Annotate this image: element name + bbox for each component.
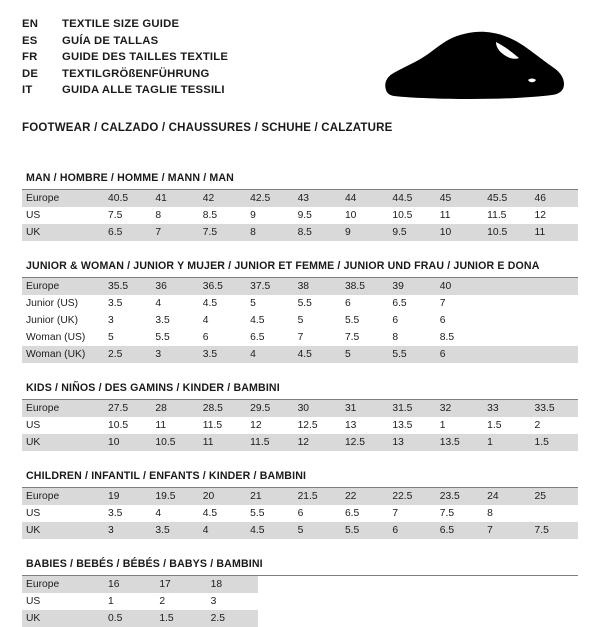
cell: 6 xyxy=(436,346,483,363)
cell: 4.5 xyxy=(294,346,341,363)
cell: 5.5 xyxy=(297,298,312,309)
dress-shoe-icon xyxy=(378,28,568,108)
table-row xyxy=(22,593,258,610)
cell xyxy=(531,278,578,295)
cell: 9 xyxy=(250,210,256,221)
cell: 11.5 xyxy=(487,210,507,221)
cell: 36 xyxy=(151,278,198,295)
cell: 7.5 xyxy=(199,224,246,241)
cell: 33.5 xyxy=(531,400,578,417)
cell: 11.5 xyxy=(202,420,223,431)
row-label: Europe xyxy=(22,488,104,505)
cell: 7 xyxy=(439,298,446,309)
cell: 5.5 xyxy=(341,522,388,539)
cell: 11 xyxy=(155,420,167,431)
language-code: IT xyxy=(22,84,33,97)
cell xyxy=(531,505,578,522)
cell: 12 xyxy=(250,420,262,431)
table-row xyxy=(22,522,578,539)
language-title: TEXTILE SIZE GUIDE xyxy=(62,18,180,30)
cell: 6.5 xyxy=(104,224,151,241)
cell: 42.5 xyxy=(246,190,293,207)
row-label: UK xyxy=(22,610,104,627)
cell: 2 xyxy=(534,420,541,431)
size-table-children xyxy=(22,488,578,539)
cell: 10 xyxy=(436,224,483,241)
cell: 27.5 xyxy=(104,400,151,417)
cell: 39 xyxy=(388,278,435,295)
cell: 6 xyxy=(439,315,446,326)
cell: 29.5 xyxy=(246,400,293,417)
cell: 4 xyxy=(199,522,246,539)
cell: 11.5 xyxy=(246,434,293,451)
cell: 8 xyxy=(392,332,399,343)
cell xyxy=(483,312,530,329)
cell: 12.5 xyxy=(297,420,318,431)
row-label: Europe xyxy=(22,190,104,207)
cell: 30 xyxy=(294,400,341,417)
row-label: US xyxy=(26,420,41,431)
cell: 4.5 xyxy=(246,522,293,539)
cell: 10.5 xyxy=(392,210,413,221)
language-row xyxy=(22,33,228,50)
cell: 8.5 xyxy=(202,210,218,221)
cell xyxy=(483,329,530,346)
language-row xyxy=(22,16,228,33)
cell: 21.5 xyxy=(294,488,341,505)
cell: 3 xyxy=(104,522,151,539)
table-row xyxy=(22,295,578,312)
cell: 11 xyxy=(531,224,578,241)
cell: 22 xyxy=(341,488,388,505)
cell: 6 xyxy=(297,508,304,519)
row-label: UK xyxy=(22,434,104,451)
cell: 5 xyxy=(294,522,341,539)
language-row xyxy=(22,82,228,99)
cell: 10.5 xyxy=(483,224,530,241)
row-label: Europe xyxy=(22,278,104,295)
cell: 13 xyxy=(344,420,357,431)
cell: 28.5 xyxy=(199,400,246,417)
cell: 31 xyxy=(341,400,388,417)
cell: 18 xyxy=(207,576,258,593)
cell: 3.5 xyxy=(151,522,198,539)
cell: 33 xyxy=(483,400,530,417)
table-row xyxy=(22,610,258,627)
row-label: Woman (UK) xyxy=(22,346,104,363)
cell: 5 xyxy=(108,332,114,343)
cell xyxy=(531,346,578,363)
cell: 1 xyxy=(483,434,530,451)
section-title: JUNIOR & WOMAN / JUNIOR Y MUJER / JUNIOR ET FEMME / JUNIOR UND FRAU / JUNIOR E DONA xyxy=(22,260,578,278)
page-subtitle: FOOTWEAR / CALZADO / CHAUSSURES / SCHUHE / CALZATURE xyxy=(22,122,393,134)
cell xyxy=(531,312,578,329)
table-row xyxy=(22,190,578,207)
table-row xyxy=(22,505,578,522)
cell: 8.5 xyxy=(439,332,455,343)
cell: 7.5 xyxy=(531,522,578,539)
cell: 38.5 xyxy=(341,278,388,295)
table-row xyxy=(22,329,578,346)
row-label: US xyxy=(26,508,41,519)
cell: 8 xyxy=(487,508,493,519)
cell: 12 xyxy=(294,434,341,451)
cell: 6 xyxy=(344,298,351,309)
section-title: CHILDREN / INFANTIL / ENFANTS / KINDER / BAMBINI xyxy=(22,470,578,488)
row-label: Europe xyxy=(22,400,104,417)
cell: 4 xyxy=(202,315,209,326)
cell: 5.5 xyxy=(250,508,265,519)
cell: 5 xyxy=(297,315,304,326)
cell: 3.5 xyxy=(199,346,246,363)
size-table-man xyxy=(22,190,578,241)
size-table-kids xyxy=(22,400,578,451)
cell: 44 xyxy=(341,190,388,207)
cell: 4 xyxy=(155,508,162,519)
cell xyxy=(531,295,578,312)
cell: 7.5 xyxy=(439,508,455,519)
cell: 21 xyxy=(246,488,293,505)
cell: 6 xyxy=(202,332,209,343)
cell: 7 xyxy=(483,522,530,539)
cell: 43 xyxy=(294,190,341,207)
section-junior-woman xyxy=(22,260,578,363)
cell: 45 xyxy=(436,190,483,207)
cell: 45.5 xyxy=(483,190,530,207)
cell: 11 xyxy=(439,210,451,221)
cell: 6.5 xyxy=(436,522,483,539)
table-row xyxy=(22,417,578,434)
language-row xyxy=(22,66,228,83)
cell: 8.5 xyxy=(294,224,341,241)
cell: 24 xyxy=(483,488,530,505)
language-code: EN xyxy=(22,18,39,30)
cell: 42 xyxy=(199,190,246,207)
cell: 9 xyxy=(341,224,388,241)
cell: 8 xyxy=(155,210,162,221)
row-label: US xyxy=(26,596,41,607)
row-label: Woman (US) xyxy=(26,332,86,343)
cell: 40.5 xyxy=(104,190,151,207)
cell: 10 xyxy=(104,434,151,451)
cell: 19 xyxy=(104,488,151,505)
cell: 7.5 xyxy=(344,332,360,343)
cell xyxy=(483,295,530,312)
cell: 13.5 xyxy=(436,434,483,451)
cell: 3.5 xyxy=(155,315,170,326)
cell: 38 xyxy=(294,278,341,295)
cell: 7 xyxy=(392,508,399,519)
cell: 17 xyxy=(155,576,206,593)
cell: 6 xyxy=(388,522,435,539)
cell: 31.5 xyxy=(388,400,435,417)
cell: 3.5 xyxy=(108,298,123,309)
section-title: KIDS / NIÑOS / DES GAMINS / KINDER / BAMBINI xyxy=(22,382,578,400)
cell: 12 xyxy=(534,210,546,221)
cell: 5 xyxy=(250,298,256,309)
cell: 1.5 xyxy=(155,610,206,627)
language-title: GUIDA ALLE TAGLIE TESSILI xyxy=(62,84,225,97)
language-title: TEXTILGRÖßENFÜHRUNG xyxy=(62,67,210,80)
row-label: Junior (US) xyxy=(26,298,79,309)
cell: 46 xyxy=(531,190,578,207)
section-title: BABIES / BEBÉS / BÉBÉS / BABYS / BAMBINI xyxy=(22,558,578,576)
cell: 4.5 xyxy=(202,298,218,309)
cell: 6 xyxy=(392,315,399,326)
section-title: MAN / HOMBRE / HOMME / MANN / MAN xyxy=(22,172,578,190)
cell: 7.5 xyxy=(108,210,123,221)
table-row xyxy=(22,207,578,224)
cell: 6.5 xyxy=(250,332,265,343)
cell: 2.5 xyxy=(207,610,258,627)
cell: 5 xyxy=(341,346,388,363)
cell: 3.5 xyxy=(108,508,123,519)
cell: 8 xyxy=(246,224,293,241)
cell: 19.5 xyxy=(151,488,198,505)
cell: 16 xyxy=(104,576,155,593)
cell: 44.5 xyxy=(388,190,435,207)
language-code: FR xyxy=(22,51,38,64)
section-children xyxy=(22,470,578,539)
cell: 25 xyxy=(531,488,578,505)
cell: 7 xyxy=(297,332,304,343)
cell: 23.5 xyxy=(436,488,483,505)
cell: 35.5 xyxy=(104,278,151,295)
table-row xyxy=(22,224,578,241)
cell: 12.5 xyxy=(341,434,388,451)
cell: 1.5 xyxy=(531,434,578,451)
table-row xyxy=(22,400,578,417)
language-title: GUÍA DE TALLAS xyxy=(62,34,159,47)
cell: 1.5 xyxy=(487,420,502,431)
cell: 4 xyxy=(155,298,162,309)
row-label: UK xyxy=(22,224,104,241)
row-label: Europe xyxy=(22,576,104,593)
cell: 0.5 xyxy=(104,610,155,627)
cell: 5.5 xyxy=(344,315,360,326)
cell: 20 xyxy=(199,488,246,505)
section-babies xyxy=(22,558,578,627)
cell: 1 xyxy=(439,420,446,431)
cell: 11 xyxy=(199,434,246,451)
language-row xyxy=(22,49,228,66)
cell: 9.5 xyxy=(297,210,312,221)
language-title: GUIDE DES TAILLES TEXTILE xyxy=(62,51,229,64)
language-code: ES xyxy=(22,34,38,47)
cell: 36.5 xyxy=(199,278,246,295)
cell: 10 xyxy=(344,210,357,221)
cell: 3 xyxy=(151,346,198,363)
size-table-babies xyxy=(22,576,258,627)
language-title-list xyxy=(22,16,228,99)
cell: 9.5 xyxy=(388,224,435,241)
table-row xyxy=(22,434,578,451)
table-row xyxy=(22,488,578,505)
cell: 6.5 xyxy=(344,508,360,519)
cell: 37.5 xyxy=(246,278,293,295)
cell: 3 xyxy=(108,315,114,326)
section-man xyxy=(22,172,578,241)
cell: 13 xyxy=(388,434,435,451)
cell: 40 xyxy=(436,278,483,295)
cell: 7 xyxy=(151,224,198,241)
cell xyxy=(483,278,530,295)
cell: 4 xyxy=(246,346,293,363)
cell: 6.5 xyxy=(392,298,407,309)
cell: 2 xyxy=(159,596,166,607)
cell: 4.5 xyxy=(250,315,265,326)
section-kids xyxy=(22,382,578,451)
row-label: Junior (UK) xyxy=(26,315,79,326)
cell xyxy=(483,346,530,363)
table-row xyxy=(22,346,578,363)
cell: 5.5 xyxy=(388,346,435,363)
language-code: DE xyxy=(22,67,39,80)
header xyxy=(22,16,578,108)
cell: 22.5 xyxy=(388,488,435,505)
cell: 3 xyxy=(210,596,217,607)
cell: 32 xyxy=(436,400,483,417)
cell: 13.5 xyxy=(392,420,413,431)
cell: 1 xyxy=(108,596,114,607)
row-label: US xyxy=(26,210,41,221)
table-row xyxy=(22,278,578,295)
cell: 5.5 xyxy=(155,332,170,343)
cell: 28 xyxy=(151,400,198,417)
cell: 4.5 xyxy=(202,508,218,519)
cell xyxy=(531,329,578,346)
table-row xyxy=(22,576,258,593)
cell: 2.5 xyxy=(104,346,151,363)
size-table-junior-woman xyxy=(22,278,578,363)
cell: 41 xyxy=(151,190,198,207)
table-row xyxy=(22,312,578,329)
row-label: UK xyxy=(22,522,104,539)
cell: 10.5 xyxy=(108,420,129,431)
cell: 10.5 xyxy=(151,434,198,451)
